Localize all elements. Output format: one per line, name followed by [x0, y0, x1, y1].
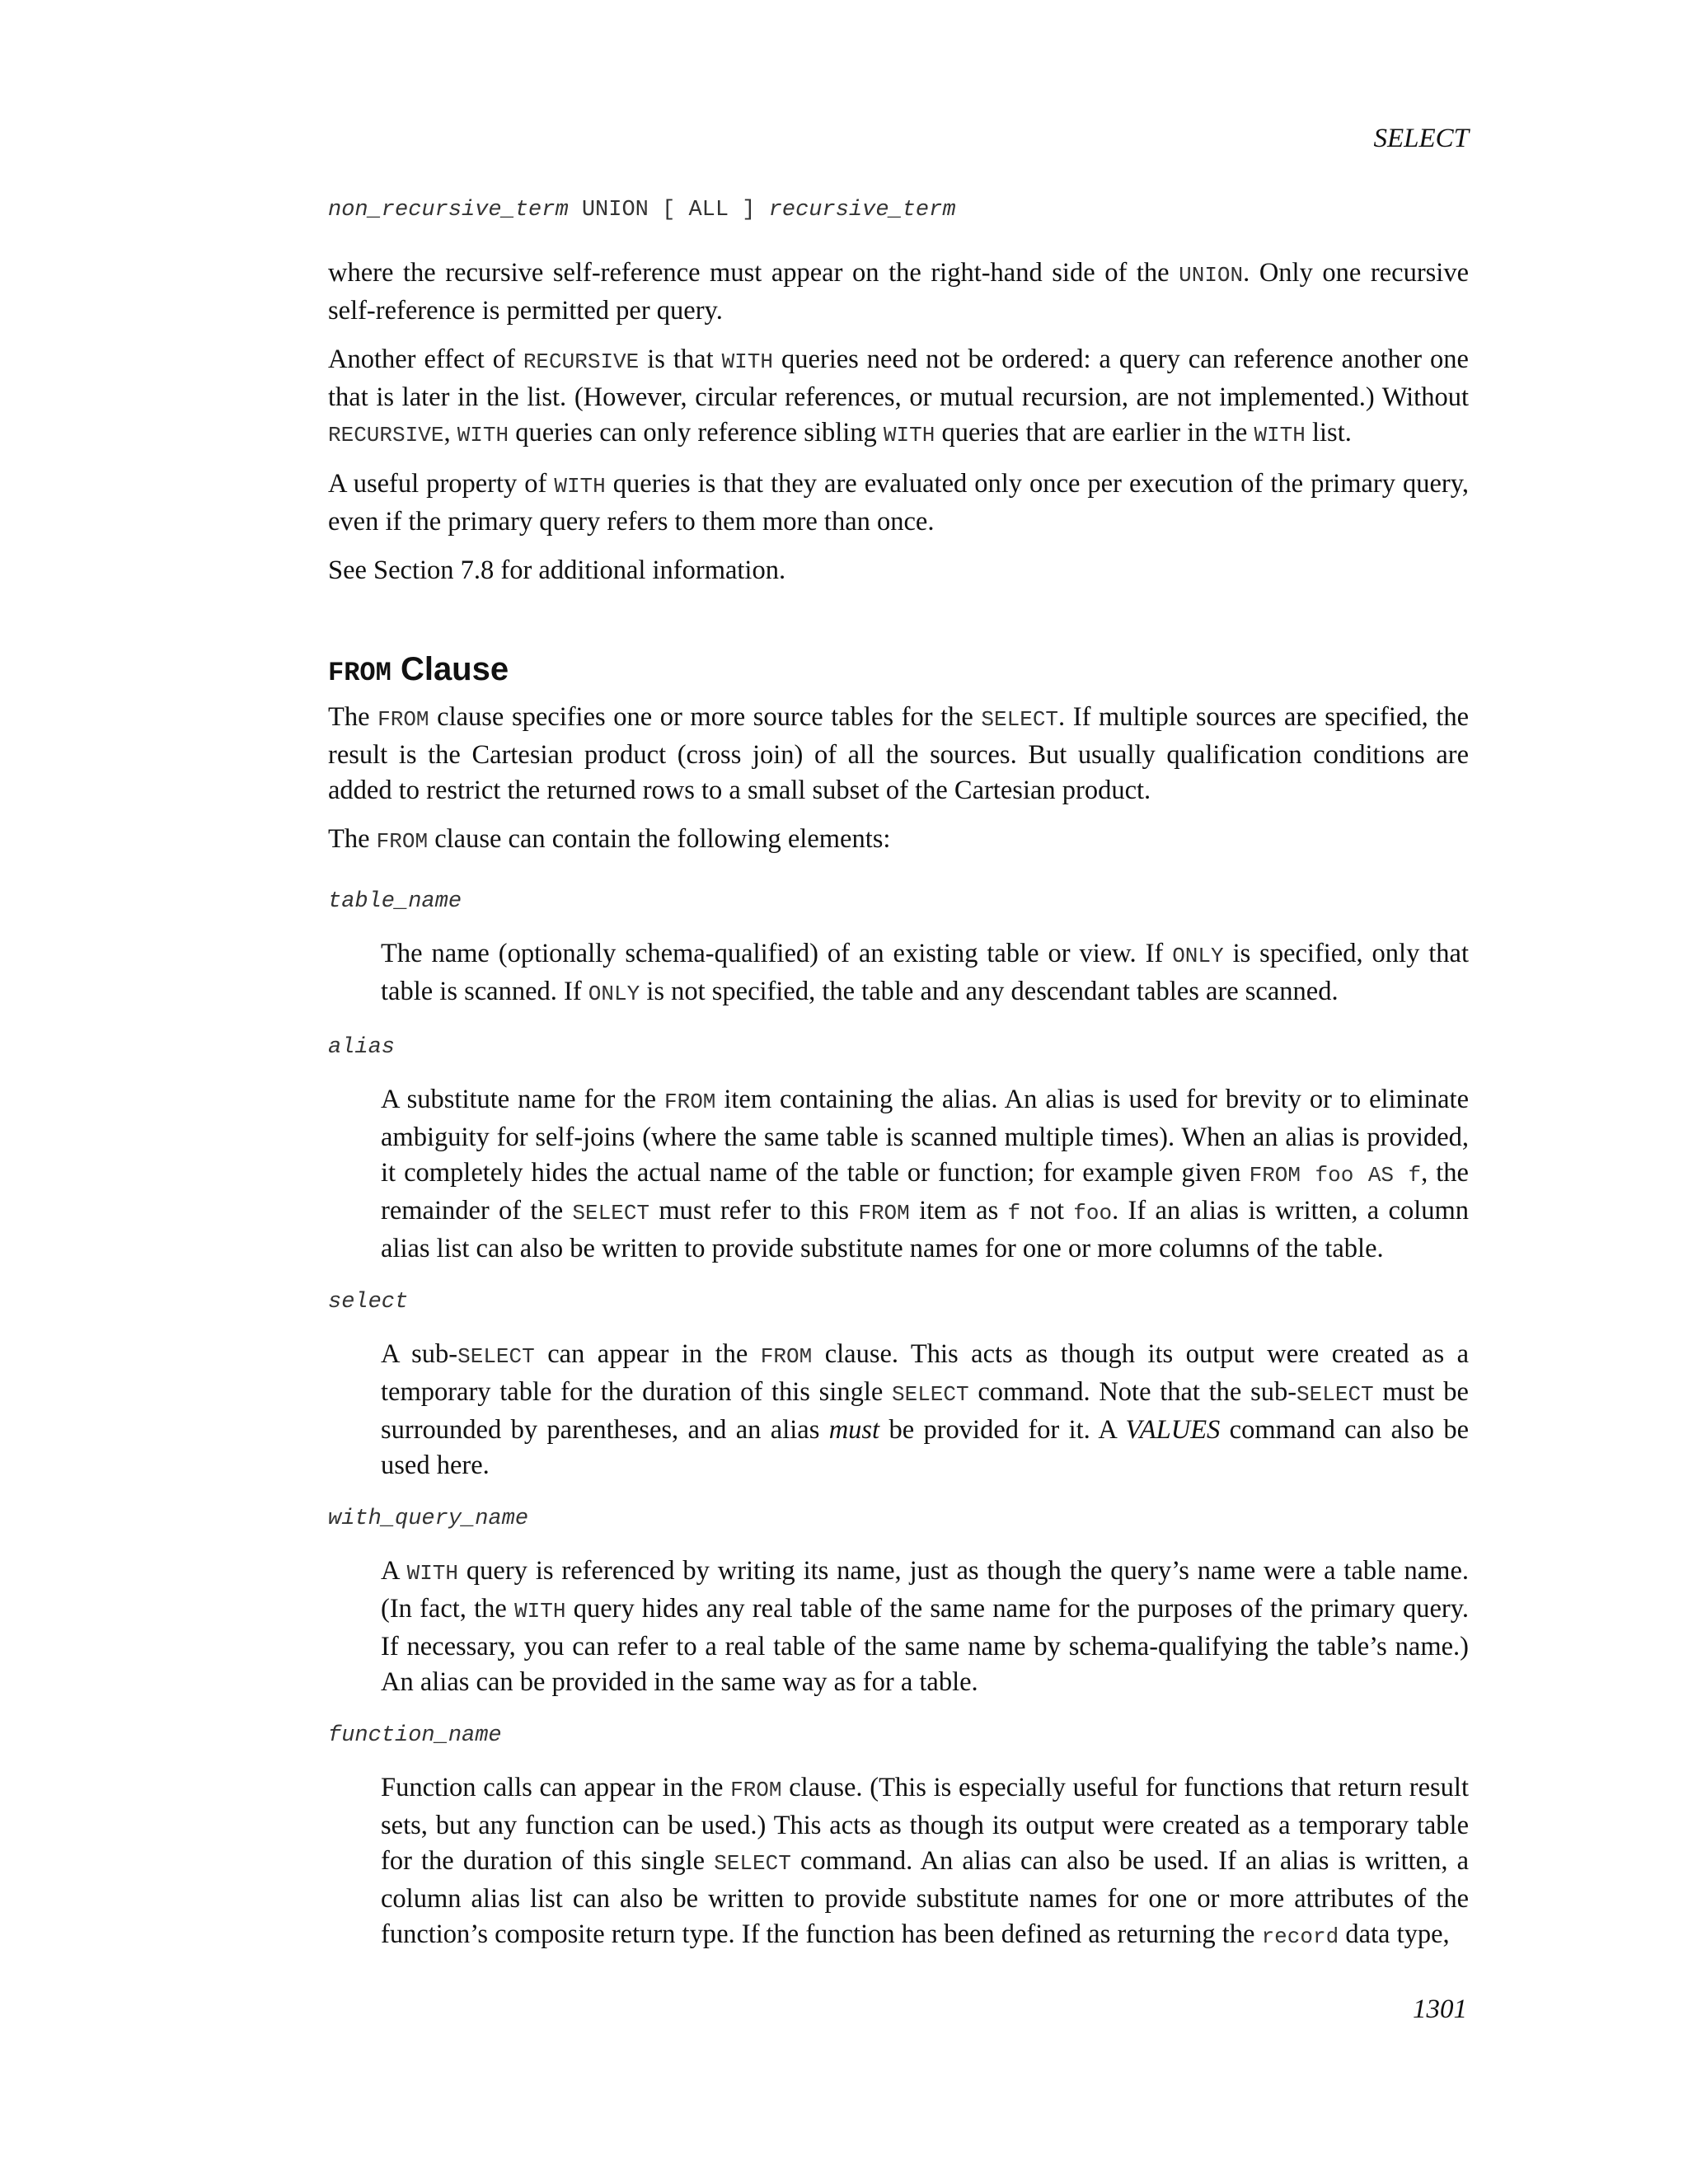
- definition-with-query-name: A WITH query is referenced by writing its name, just as though the query’s name were a table name. (In fact, the WITH query hides any real table of the same name for the purposes of the primary query. If necessary, you can refer to a real table of the same name by schema-qualifying the table’s name.) An alias can be provided in the same way as for a table.: [381, 1556, 1469, 1697]
- definition-select: A sub-SELECT can appear in the FROM clause. This acts as though its output were created as a temporary table for the duration of this single SELECT command. Note that the sub-SELECT must be surrounded by parentheses, and an alias must be provided for it. A VALUES command can also be used here.: [381, 1339, 1470, 1480]
- synopsis-mid: UNION [ ALL ]: [581, 198, 756, 223]
- definition-table-name: The name (optionally schema-qualified) of an existing table or view. If ONLY is specified, only that table is scanned. If ONLY is not specified, the table and any descendant tables are scanned.: [381, 939, 1470, 1006]
- synopsis-right: recursive_term: [768, 198, 956, 223]
- definition-function-name: Function calls can appear in the FROM clause. (This is especially useful for functions that return result sets, but any function can be used.) This acts as though its output were created as a temporary table for the duration of this single SELECT command. An alias can also be used. If an alias is written, a column alias list can also be written to provide substitute names for one or more attributes of the function’s composite return type. If the function has been defined as returning the record data type,: [381, 1773, 1469, 1949]
- term-with-query-name: with_query_name: [328, 1507, 529, 1531]
- running-head-title: SELECT: [1373, 124, 1469, 153]
- paragraph-from-elements: The FROM clause can contain the following elements:: [328, 824, 891, 854]
- paragraph-from-intro: The FROM clause specifies one or more source tables for the SELECT. If multiple sources are specified, the result is the Cartesian product (cross join) of all the sources. But usually qualification conditions are added to restrict the returned rows to a small subset of the Cartesian product.: [328, 702, 1469, 805]
- term-select: select: [328, 1290, 409, 1315]
- synopsis-line: [328, 198, 956, 223]
- paragraph-recursive-reference: where the recursive self-reference must appear on the right-hand side of the UNION. Only one recursive self-reference is permitted per query.: [328, 258, 1469, 326]
- synopsis-left: non_recursive_term: [328, 198, 569, 223]
- paragraph-recursive-effect: Another effect of RECURSIVE is that WITH queries need not be ordered: a query can reference another one that is later in the list. (However, circular references, or mutual recursion, are not implemented.) Without RECURSIVE, WITH queries can only reference sibling WITH queries that are earlier in the WITH list.: [328, 344, 1469, 448]
- from-clause-section: [328, 651, 1469, 1955]
- section-heading: FROM Clause: [328, 651, 509, 688]
- definition-alias: A substitute name for the FROM item containing the alias. An alias is used for brevity or to eliminate ambiguity for self-joins (where the same table is scanned multiple times). When an alias is provided, it completely hides the actual name of the table or function; for example given FROM foo AS f, the remainder of the SELECT must refer to this FROM item as f not foo. If an alias is written, a column alias list can also be written to provide substitute names for one or more columns of the table.: [381, 1085, 1469, 1263]
- page-number: 1301: [1413, 1994, 1467, 2024]
- intro-block: [328, 255, 1469, 588]
- paragraph-with-property: A useful property of WITH queries is that they are evaluated only once per execution of the primary query, even if the primary query refers to them more than once.: [328, 469, 1470, 537]
- paragraph-see-section: See Section 7.8 for additional information.: [328, 555, 786, 585]
- term-function-name: function_name: [328, 1723, 502, 1748]
- term-table-name: table_name: [328, 889, 462, 914]
- term-alias: alias: [328, 1035, 396, 1060]
